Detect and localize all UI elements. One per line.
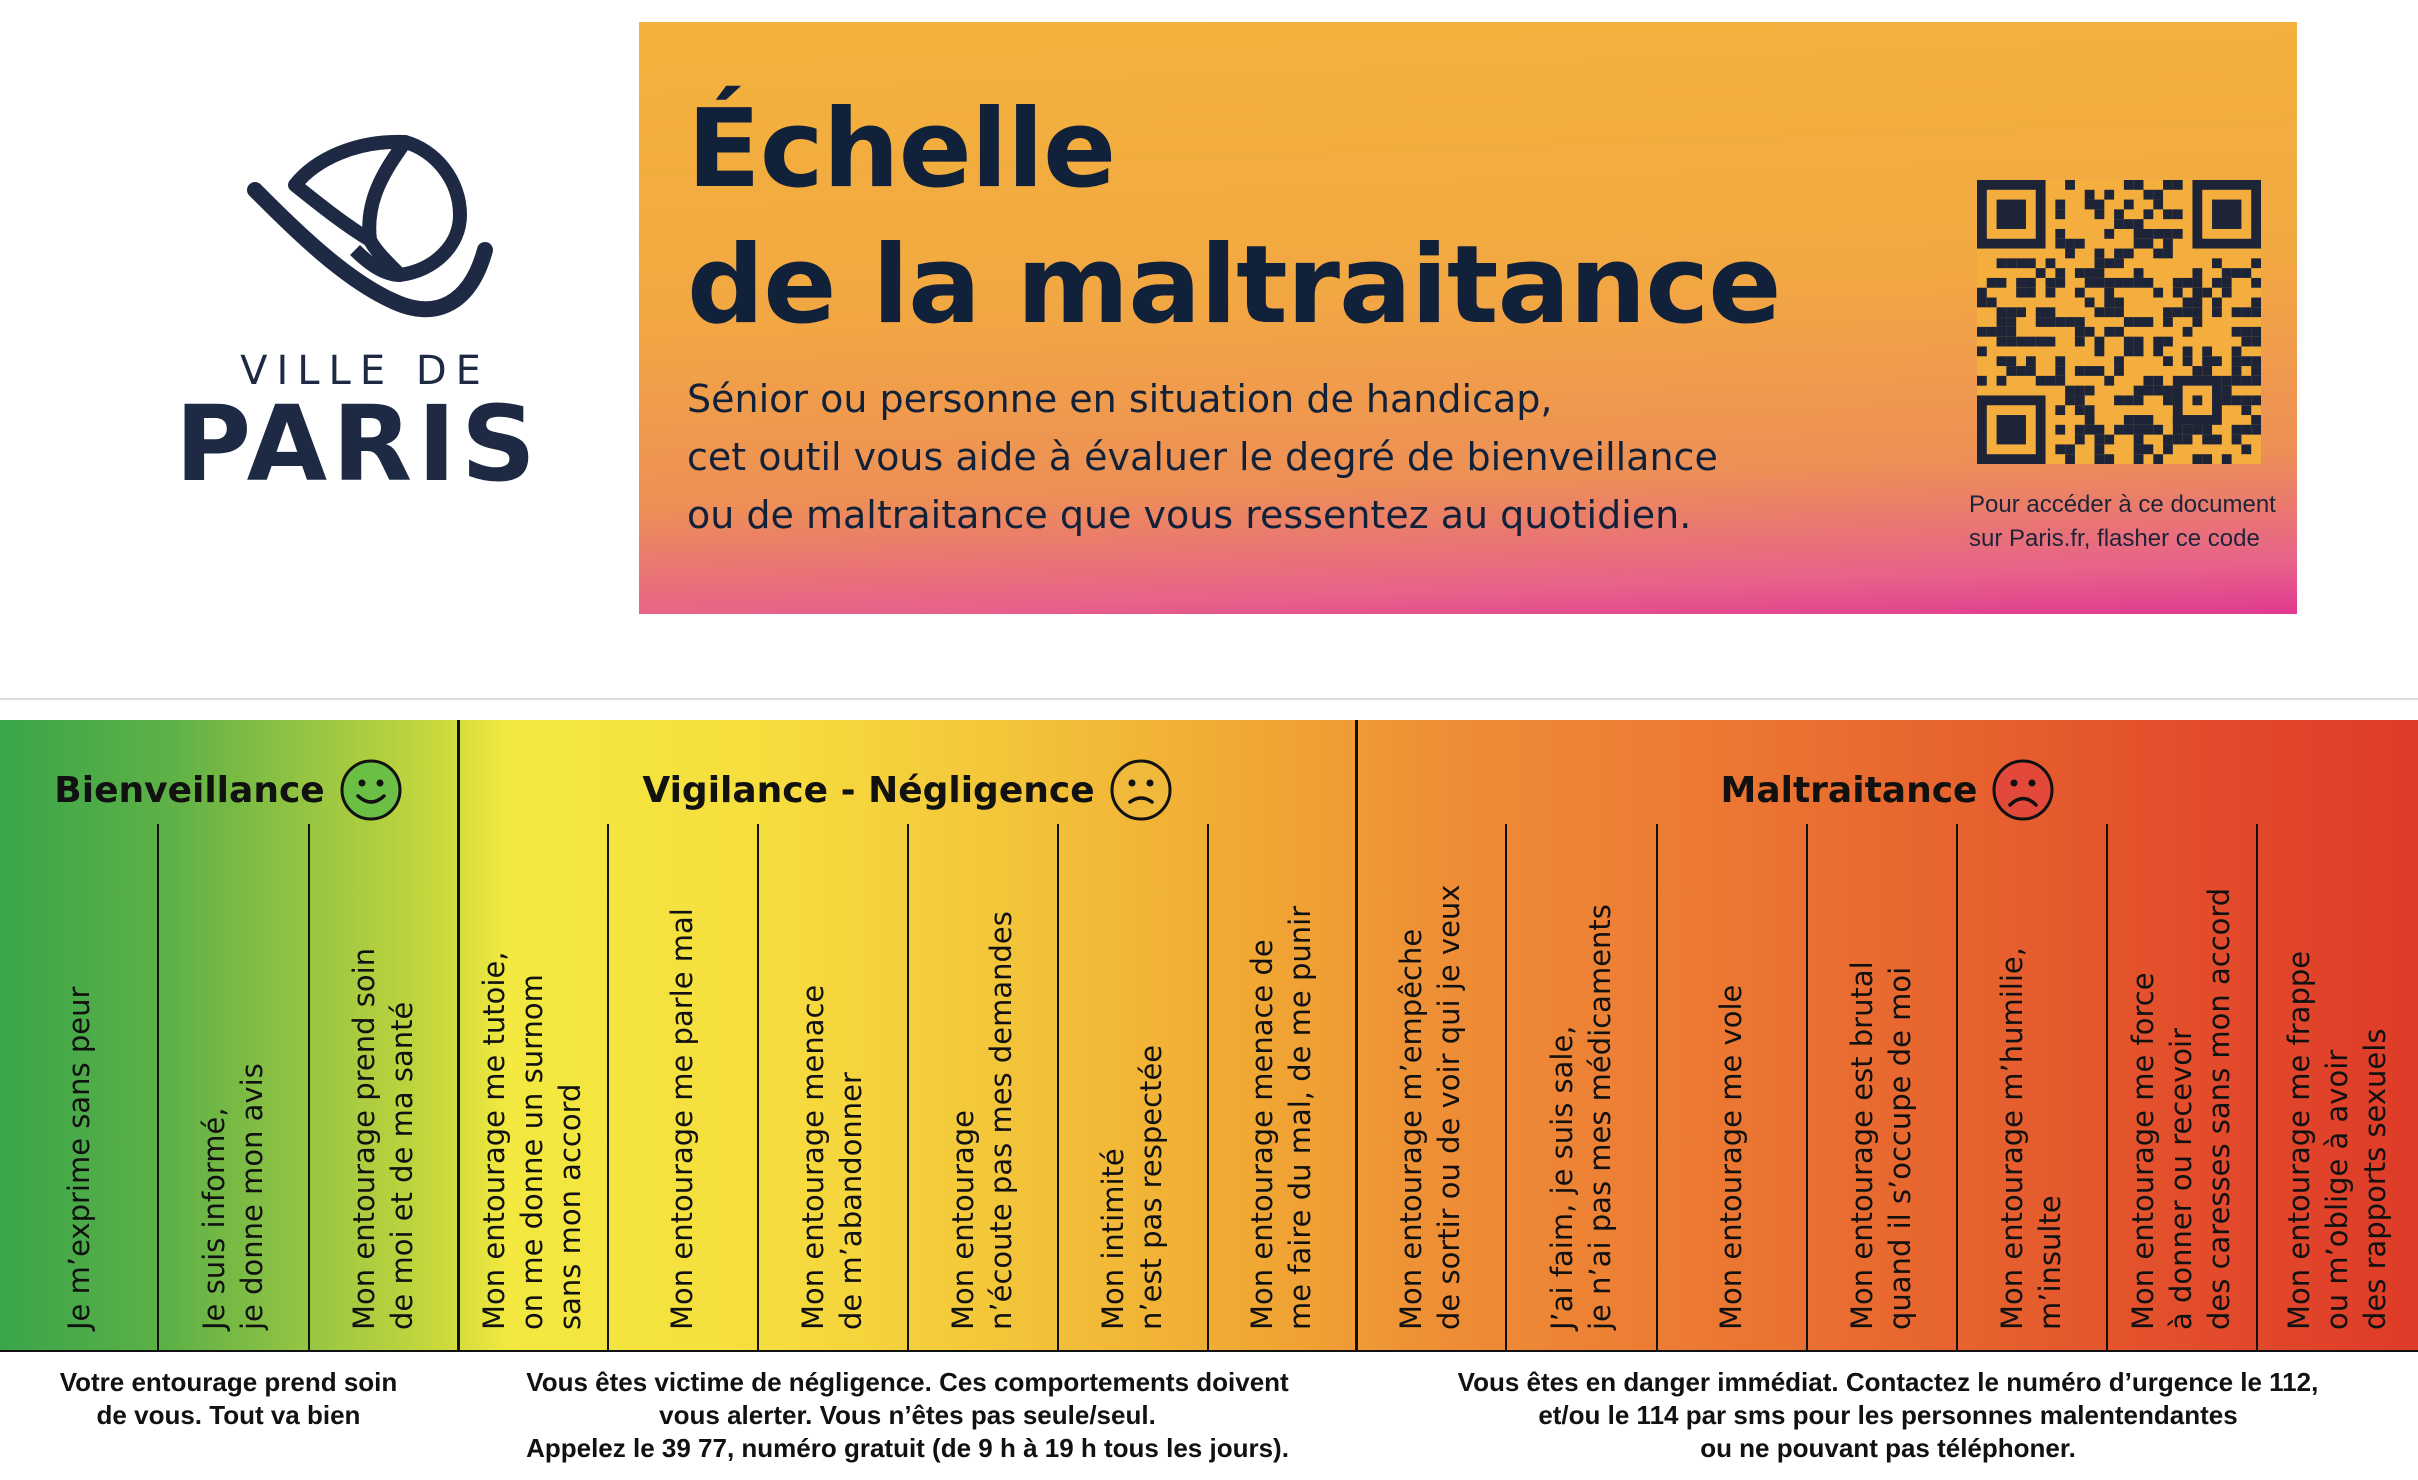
maltreatment-scale [0, 720, 2418, 1478]
footer-vigilance: Vous êtes victime de négligence. Ces comportements doivent vous alerter. Vous n’êtes pas seule/seul. Appelez le 39 77, numéro gratuit (de 9 h à 19 h tous les jours). [526, 1367, 1289, 1463]
scale-item-text: Mon entourage me frappe ou m’oblige à avoir des rapports sexuels [2282, 950, 2392, 1330]
scale-item-text: J’ai faim, je suis sale, je n’ai pas mes médicaments [1544, 904, 1617, 1330]
smiley-sad-icon [1991, 758, 2055, 822]
subtitle-line-1: Sénior ou personne en situation de handicap, [687, 377, 1553, 421]
scale-item-text: Mon entourage est brutal quand il s’occupe de moi [1845, 961, 1917, 1330]
scale-item-text: Je m’exprime sans peur [61, 986, 96, 1330]
scale-item [1057, 824, 1207, 1350]
logo-paris: PARIS [175, 383, 541, 505]
smiley-neutral-icon [1109, 758, 1173, 822]
scale-item-text: Mon intimité n’est pas respectée [1096, 1044, 1168, 1330]
scale-item-text: Mon entourage me parle mal [665, 908, 699, 1330]
scale-item [1207, 824, 1355, 1350]
scale-item-text: Mon entourage prend soin de moi et de ma santé [346, 947, 419, 1330]
paris-boat-logo-icon [235, 130, 495, 340]
page-subtitle [687, 370, 1887, 544]
qr-caption-line-2: sur Paris.fr, flasher ce code [1969, 525, 2260, 552]
scale-item [308, 824, 457, 1350]
page-title [687, 82, 1781, 354]
footer-maltraitance: Vous êtes en danger immédiat. Contactez le numéro d’urgence le 112, et/ou le 114 par sms pour les personnes malentendantes ou ne pouvant pas téléphoner. [1457, 1367, 2319, 1463]
scale-item-text: Mon entourage m’empêche de sortir ou de voir qui je veux [1394, 884, 1466, 1330]
logo-ville-de: VILLE DE [240, 348, 490, 394]
scale-item [757, 824, 907, 1350]
qr-caption-line-1: Pour accéder à ce document [1969, 491, 2276, 518]
title-line-2: de la maltraitance [687, 223, 1781, 348]
scale-item [1355, 824, 1505, 1350]
scale-item [907, 824, 1057, 1350]
section-heading-vigilance [460, 750, 1355, 830]
smiley-happy-icon [339, 758, 403, 822]
scale-footer [0, 1350, 2418, 1480]
scale-item-text: Mon entourage menace de m’abandonner [796, 984, 868, 1330]
scale-item [157, 824, 308, 1350]
section-title: Maltraitance [1720, 769, 1978, 811]
section-title: Bienveillance [54, 769, 325, 811]
scale-item [2106, 824, 2256, 1350]
scale-item [2256, 824, 2418, 1350]
section-heading-maltraitance [1358, 750, 2418, 830]
scale-item [1956, 824, 2106, 1350]
scale-item-text: Mon entourage me tutoie, on me donne un surnom sans mon accord [477, 951, 587, 1330]
section-title: Vigilance - Négligence [642, 769, 1095, 811]
scale-item-text: Mon entourage me vole [1714, 984, 1748, 1330]
scale-item-text: Mon entourage n’écoute pas mes demandes [946, 911, 1018, 1330]
subtitle-line-3: ou de maltraitance que vous ressentez au quotidien. [687, 493, 1692, 537]
scale-item [1505, 824, 1656, 1350]
scale-item [607, 824, 757, 1350]
header-area [0, 0, 2418, 700]
scale-item [1806, 824, 1956, 1350]
title-line-1: Échelle [687, 87, 1116, 212]
section-heading-bienveillance [0, 750, 457, 830]
subtitle-line-2: cet outil vous aide à évaluer le degré de bienveillance [687, 435, 1718, 479]
title-banner [639, 22, 2297, 614]
scale-item-text: Je suis informé, je donne mon avis [196, 1063, 269, 1330]
scale-item [457, 824, 607, 1350]
footer-bienveillance: Votre entourage prend soin de vous. Tout va bien [59, 1367, 398, 1430]
scale-item [1656, 824, 1806, 1350]
scale-item-text: Mon entourage me force à donner ou recevoir des caresses sans mon accord [2126, 887, 2236, 1330]
ville-de-paris-logo [165, 130, 545, 505]
qr-caption [1969, 488, 2279, 556]
scale-item [0, 824, 157, 1350]
qr-code-icon[interactable] [1977, 180, 2261, 464]
scale-item-text: Mon entourage m’humilie, m’insulte [1995, 947, 2067, 1330]
scale-item-text: Mon entourage menace de me faire du mal, de me punir [1245, 905, 1317, 1330]
